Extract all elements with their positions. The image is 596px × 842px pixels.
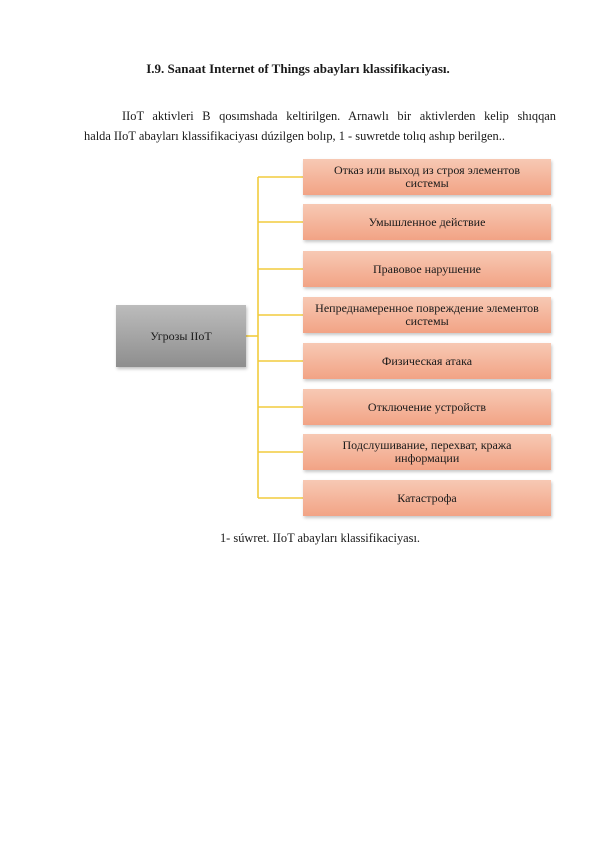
node-intentional-action: Умышленное действие [303,204,551,240]
paragraph-line-2: halda IIoT abayları klassifikaciyası dúzilgen bolıp, 1 - suwretde tolıq ashıp berilgen.. [84,129,505,143]
root-node-iiot-threats: Угрозы IIoT [116,305,246,367]
figure-caption: 1- súwret. IIoT abayları klassifikaciyası. [219,531,421,545]
node-unintentional-damage: Непреднамеренное повреждение элементов системы [303,297,551,333]
node-system-failure: Отказ или выход из строя элементов системы [303,159,551,195]
node-legal-violation: Правовое нарушение [303,251,551,287]
node-device-disconnection: Отключение устройств [303,389,551,425]
node-eavesdropping: Подслушивание, перехват, кража информации [303,434,551,470]
paragraph-line-1: IIoT aktivleri B qosımshada keltirilgen. Arnawlı bir aktivlerden kelip shıqqan [122,109,556,123]
node-catastrophe: Катастрофа [303,480,551,516]
section-title: I.9. Sanaat Internet of Things abayları klassifikaciyası. [146,61,450,76]
node-physical-attack: Физическая атака [303,343,551,379]
